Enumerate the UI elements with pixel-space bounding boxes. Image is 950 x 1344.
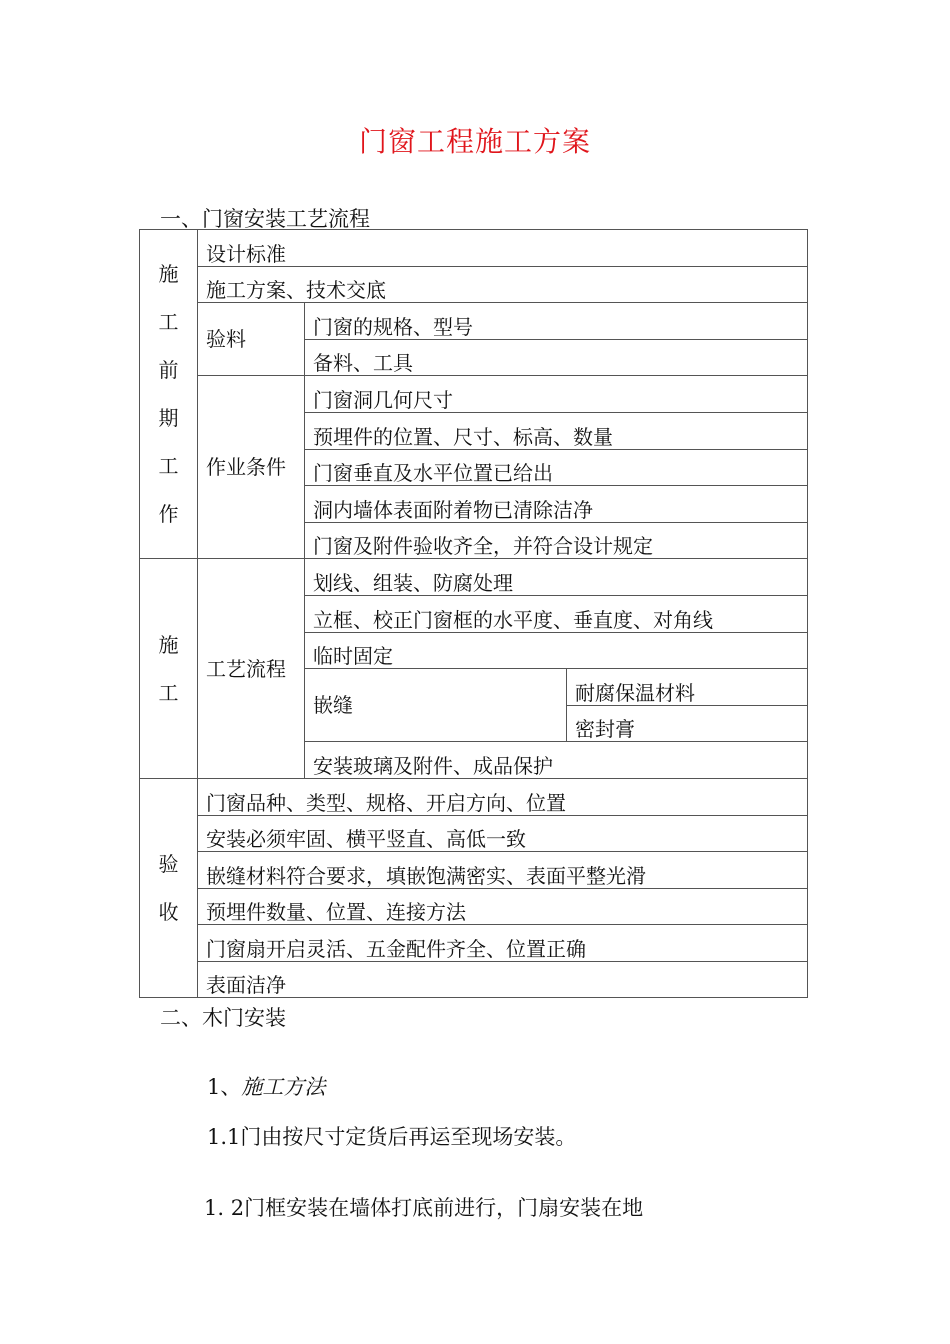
table-cell: 划线、组装、防腐处理 [305,559,808,596]
table-cell: 预埋件的位置、尺寸、标高、数量 [305,412,808,449]
sub-category-conditions: 作业条件 [198,376,305,559]
table-cell: 施工方案、技术交底 [198,266,808,303]
table-cell: 门窗扇开启灵活、五金配件齐全、位置正确 [198,925,808,962]
section-heading-2: 二、木门安装 [160,1006,286,1030]
category-construction: 施 工 [140,559,198,779]
table-cell: 安装玻璃及附件、成品保护 [305,742,808,779]
table-cell: 门窗洞几何尺寸 [305,376,808,413]
table-cell: 耐腐保温材料 [567,669,808,706]
page-title: 门窗工程施工方案 [358,125,591,158]
table-row [140,778,808,815]
table-cell: 临时固定 [305,632,808,669]
table-cell: 密封膏 [567,705,808,742]
table-cell: 洞内墙体表面附着物已清除洁净 [305,486,808,523]
paragraph-1-1: 1.1门由按尺寸定货后再运至现场安装。 [207,1125,577,1149]
table-cell: 嵌缝材料符合要求，填嵌饱满密实、表面平整光滑 [198,852,808,889]
sub-category-material: 验料 [198,303,305,376]
subheading-text: 施工方法 [241,1075,326,1099]
table-row [140,376,808,413]
subheading-method [207,1071,325,1101]
paragraph-1-2: 1. 2门框安装在墙体打底前进行，门扇安装在地 [204,1196,644,1220]
table-cell: 门窗品种、类型、规格、开启方向、位置 [198,778,808,815]
table-cell: 备料、工具 [305,339,808,376]
table-row [140,961,808,998]
table-row [140,888,808,925]
table-row [140,815,808,852]
table-cell: 设计标准 [198,230,808,267]
table-row [140,230,808,267]
table-cell: 门窗的规格、型号 [305,303,808,340]
table-row [140,559,808,596]
table-row [140,852,808,889]
sub-category-process: 工艺流程 [198,559,305,779]
category-pre-construction: 施 工 前 期 工 作 [140,230,198,559]
sub-category-caulk: 嵌缝 [305,669,567,742]
subheading-number: 1、 [207,1075,242,1099]
table-cell: 表面洁净 [198,961,808,998]
table-cell: 立框、校正门窗框的水平度、垂直度、对角线 [305,595,808,632]
category-acceptance: 验 收 [140,778,198,998]
table-cell: 门窗垂直及水平位置已给出 [305,449,808,486]
table-row [140,303,808,340]
table-cell: 安装必须牢固、横平竖直、高低一致 [198,815,808,852]
table-row [140,266,808,303]
table-cell: 门窗及附件验收齐全，并符合设计规定 [305,522,808,559]
section-heading-1: 一、门窗安装工艺流程 [160,207,370,231]
table-cell: 预埋件数量、位置、连接方法 [198,888,808,925]
table-row [140,925,808,962]
process-table [139,229,808,998]
